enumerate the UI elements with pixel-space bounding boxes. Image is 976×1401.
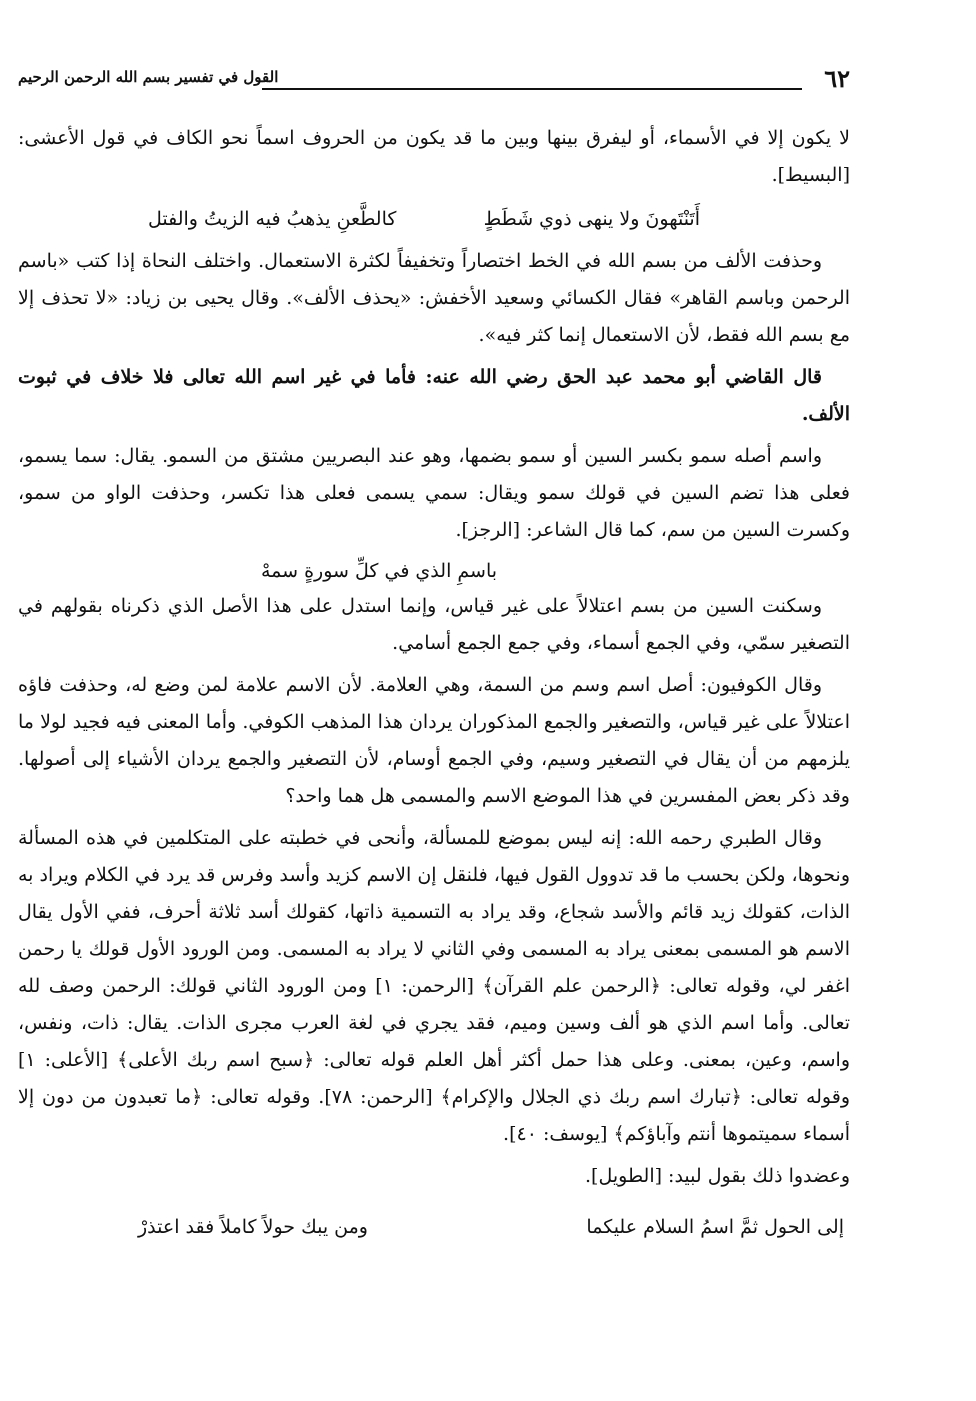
verse-3-second-hemistich: ومن يبك حولاً كاملاً فقد اعتذرْ [138, 1216, 368, 1238]
verse-1-second-hemistich: كالطَّعنِ يذهبُ فيه الزيتُ والفتل [148, 208, 397, 230]
page-number: ٦٢ [824, 64, 850, 93]
paragraph-6: وقال الكوفيون: أصل اسم وسم من السمة، وهي العلامة. لأن الاسم علامة لمن وضع له، وحذفت فاؤه اعتلالاً على غير قياس، والتصغير والجمع المذكوران يردان هذا المذهب الكوفي. وأما المعنى فيه فجيد لولا ما يلزمهم من أن يقال في التصغير وسيم، وفي الجمع أوسام، لأن التصغير والجمع يردان الأشياء إلى أصولها. وقد ذكر بعض المفسرين في هذا الموضع الاسم والمسمى هل هما واحد؟ [18, 674, 850, 807]
page-body [18, 120, 850, 1251]
verse-1-first-hemistich: أَتَنْتَهونَ ولا ينهى ذوي شَطَطٍ [483, 208, 700, 230]
running-title: القول في تفسير بسم الله الرحمن الرحيم [18, 68, 279, 86]
paragraph-5: وسكنت السين من بسم اعتلالاً على غير قياس، وإنما استدل على هذا الأصل الذي ذكرناه بقولهم في التصغير سمّي، وفي الجمع أسماء، وفي جمع الجمع أسامي. [18, 595, 850, 654]
verse-3-first-hemistich: إلى الحول ثمَّ اسمُ السلام عليكما [586, 1216, 844, 1238]
paragraph-1: لا يكون إلا في الأسماء، أو ليفرق بينها وبين ما قد يكون من الحروف اسماً نحو الكاف في قول الأعشى: [البسيط]. [18, 127, 850, 186]
paragraph-3: قال القاضي أبو محمد عبد الحق رضي الله عنه: فأما في غير اسم الله تعالى فلا خلاف في ثبوت الألف. [18, 366, 850, 425]
verse-1 [18, 199, 850, 239]
paragraph-4: واسم أصله سمو بكسر السين أو سمو بضمها، وهو عند البصريين مشتق من السمو. يقال: سما يسمو، فعلى هذا تضم السين في قولك سمو ويقال: سمي يسمى فعلى هذا تكسر، وحذفت الواو من سمو، وكسرت السين من سم، كما قال الشاعر: [الرجز]. [18, 445, 850, 541]
paragraph-7: وقال الطبري رحمه الله: إنه ليس بموضع للمسألة، وأنحى في خطبته على المتكلمين في هذه المسألة ونحوها، ولكن بحسب ما قد تدوول القول فيها، فلنقل إن الاسم كزيد وأسد وفرس قد يرد في الكلام ويراد به الذات، كقولك زيد قائم والأسد شجاع، وقد يراد به التسمية ذاتها، كقولك أسد ثلاثة أحرف، ففي الأول يقال الاسم هو المسمى بمعنى يراد به المسمى وفي الثاني لا يراد به المسمى. ومن الورود الأول قولك يا رحمن اغفر لي، وقوله تعالى: ﴿الرحمن علم القرآن﴾ [الرحمن: ١] ومن الورود الثاني قولك: الرحمن وصف لله تعالى. وأما اسم الذي هو ألف وسين وميم، فقد يجري في لغة العرب مجرى الذات. يقال: ذات، ونفس، واسم، وعين، بمعنى. وعلى هذا حمل أكثر أهل العلم قوله تعالى: ﴿سبح اسم ربك الأعلى﴾ [الأعلى: ١] وقوله تعالى: ﴿تبارك اسم ربك ذي الجلال والإكرام﴾ [الرحمن: ٧٨]. وقوله تعالى: ﴿ما تعبدون من دون إلا أسماء سميتموها أنتم وآباؤكم﴾ [يوسف: ٤٠]. [18, 827, 851, 1145]
paragraph-2: وحذفت الألف من بسم الله في الخط اختصاراً وتخفيفاً لكثرة الاستعمال. واختلف النحاة إذا كتب «باسم الرحمن وباسم القاهر» فقال الكسائي وسعيد الأخفش: «يحذف الألف». وقال يحيى بن زياد: «لا تحذف إلا مع بسم الله فقط، لأن الاستعمال إنما كثر فيه». [18, 250, 850, 346]
paragraph-8: وعضدوا ذلك بقول لبيد: [الطويل]. [585, 1165, 850, 1187]
header-rule [262, 88, 802, 90]
verse-2: باسمِ الذي في كلِّ سورةٍ سمهْ [260, 560, 498, 582]
page-header [18, 62, 850, 102]
verse-3 [18, 1207, 850, 1247]
